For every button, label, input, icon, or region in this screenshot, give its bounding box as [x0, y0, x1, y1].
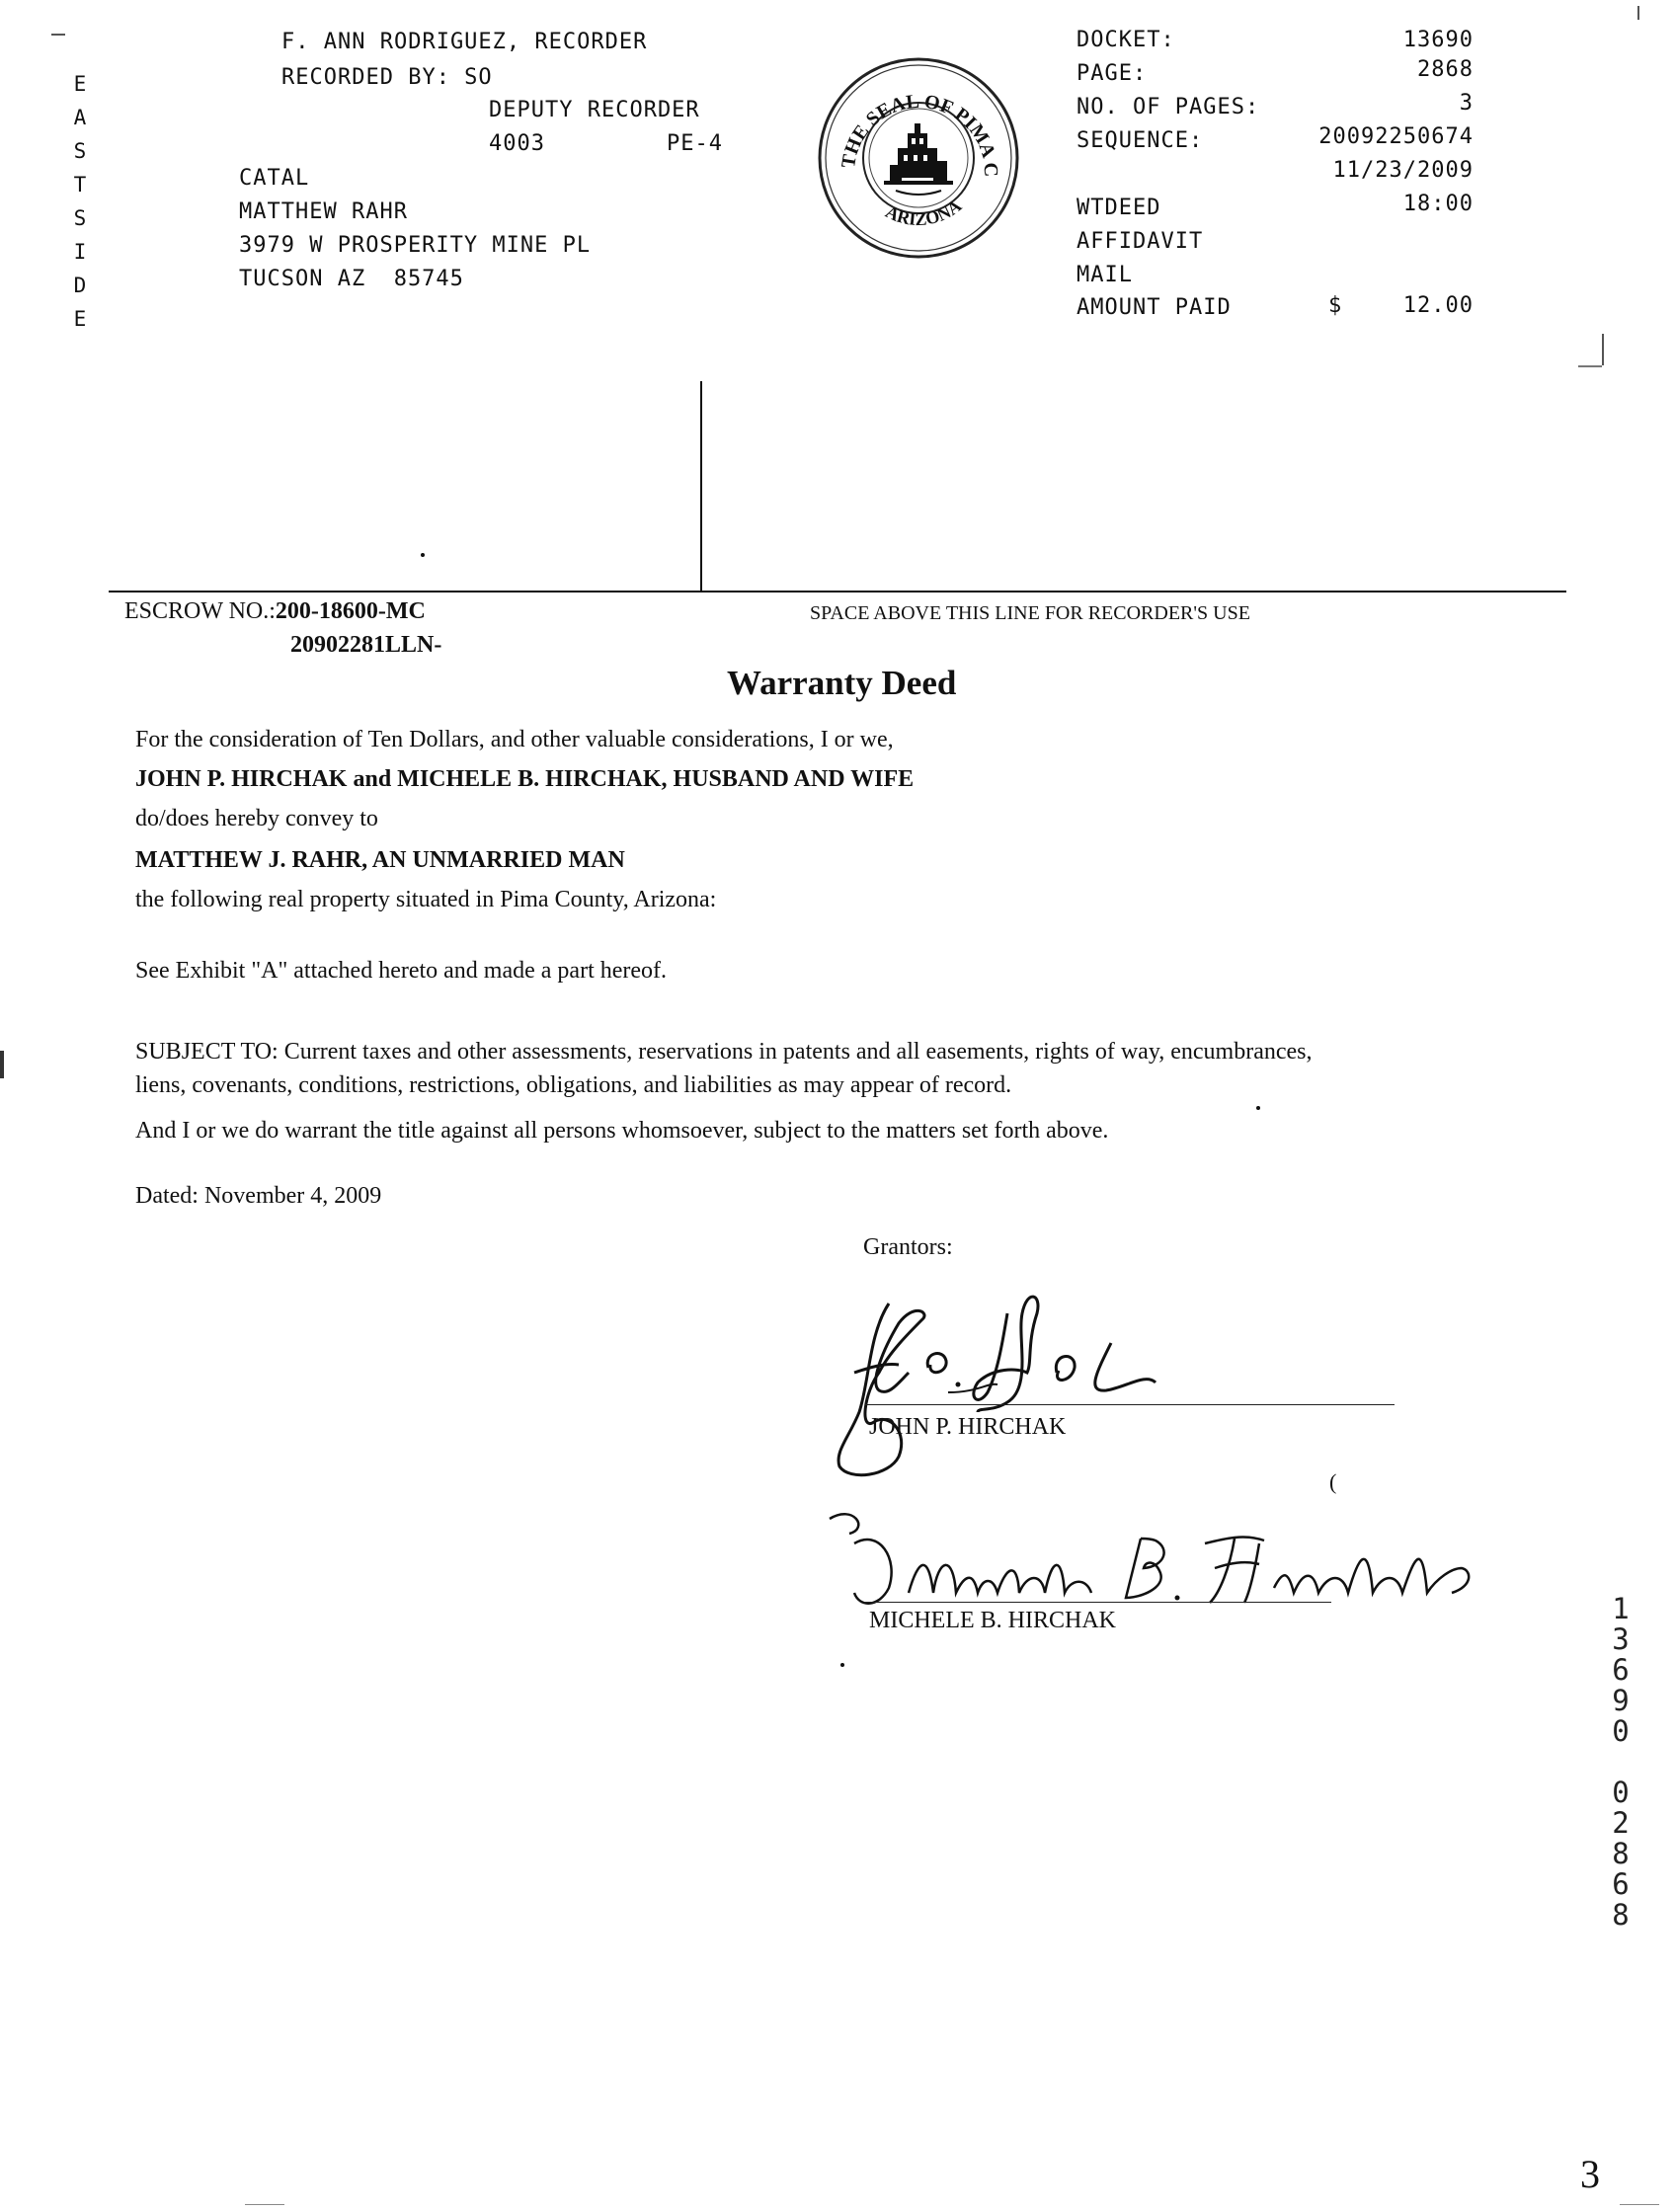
page-label: PAGE:: [1077, 61, 1148, 86]
deed-title: Warranty Deed: [727, 664, 957, 702]
consideration-text: For the consideration of Ten Dollars, and other valuable considerations, I or we,: [135, 727, 894, 752]
svg-text:ARIZONA: [883, 196, 966, 229]
eastside-letter: T: [73, 173, 87, 197]
escrow-second-number: 20902281LLN-: [290, 632, 442, 658]
deputy-recorder: DEPUTY RECORDER: [489, 98, 700, 122]
grantors-label: Grantors:: [863, 1234, 953, 1260]
pages-value: 3: [1459, 91, 1474, 116]
recorded-by: RECORDED BY: SO: [281, 65, 493, 90]
eastside-letter: I: [73, 240, 87, 264]
mail-label: MAIL: [1077, 263, 1133, 287]
margin-bracket-foot: [1578, 365, 1602, 367]
pages-label: NO. OF PAGES:: [1077, 95, 1260, 119]
speck-2: [840, 1663, 844, 1667]
corner-mark: [51, 34, 65, 36]
docket-value: 13690: [1402, 28, 1474, 52]
corner-mark-right: [1637, 6, 1639, 20]
margin-docket-number: [1606, 1594, 1635, 1931]
escrow-label-text: ESCROW NO.:: [124, 598, 276, 624]
margin-digit: 0: [1612, 1776, 1630, 1809]
eastside-vertical-label: [65, 67, 95, 336]
amount-label: AMOUNT PAID: [1077, 295, 1232, 320]
docket-label: DOCKET:: [1077, 28, 1175, 52]
eastside-letter: E: [73, 72, 87, 96]
recorder-name: F. ANN RODRIGUEZ, RECORDER: [281, 30, 648, 54]
eastside-letter: S: [73, 139, 87, 163]
stray-mark: (: [1329, 1469, 1337, 1494]
mail-street: 3979 W PROSPERITY MINE PL: [239, 233, 592, 258]
bottom-tick-left: [245, 2204, 284, 2205]
signature-line-2: [865, 1602, 1331, 1603]
signature-line-1: [865, 1404, 1395, 1405]
margin-bracket: [1602, 334, 1604, 365]
exhibit-text: See Exhibit "A" attached hereto and made a part hereof.: [135, 958, 668, 984]
seal-top-text: THE SEAL OF PIMA C: [838, 90, 1002, 178]
recorder-pe: PE-4: [667, 131, 723, 156]
margin-digit: 0: [1612, 1714, 1630, 1748]
sequence-label: SEQUENCE:: [1077, 128, 1204, 153]
eastside-letter: A: [73, 106, 87, 129]
speck: [421, 553, 425, 557]
record-time: 18:00: [1402, 192, 1474, 216]
margin-digit: 6: [1612, 1867, 1630, 1901]
margin-digit: 8: [1612, 1837, 1630, 1870]
document-type: WTDEED: [1077, 196, 1161, 220]
recorder-space-line: [109, 591, 1566, 592]
margin-digit: 2: [1612, 1806, 1630, 1840]
mail-city: TUCSON AZ 85745: [239, 267, 464, 291]
warranty-text: And I or we do warrant the title against all persons whomsoever, subject to the matters set forth above.: [135, 1118, 1109, 1144]
mail-name: MATTHEW RAHR: [239, 199, 408, 224]
eastside-letter: D: [73, 274, 87, 297]
recorder-space-divider: [700, 381, 702, 592]
margin-digit: [1606, 1747, 1635, 1778]
affidavit-label: AFFIDAVIT: [1077, 229, 1204, 254]
office-code: CATAL: [239, 166, 310, 191]
eastside-letter: S: [73, 206, 87, 230]
margin-digit: 1: [1612, 1592, 1630, 1625]
bottom-tick-right: [1620, 2204, 1659, 2205]
subject-to-line-1: SUBJECT TO: Current taxes and other assessments, reservations in patents and all easements, rights of way, encumbrances,: [135, 1039, 1313, 1065]
eastside-letter: E: [73, 307, 87, 331]
margin-digit: 9: [1612, 1684, 1630, 1717]
recorder-space-note: SPACE ABOVE THIS LINE FOR RECORDER'S USE: [810, 602, 1250, 624]
margin-digit: 6: [1612, 1653, 1630, 1687]
recorder-code: 4003: [489, 131, 545, 156]
page-value: 2868: [1417, 57, 1474, 82]
grantee-name: MATTHEW J. RAHR, AN UNMARRIED MAN: [135, 847, 625, 873]
page-mark: 3: [1580, 2152, 1600, 2196]
escrow-number: 200-18600-MC: [275, 598, 426, 624]
left-edge-tick: [0, 1051, 4, 1078]
signer-1-name: JOHN P. HIRCHAK: [869, 1414, 1067, 1440]
property-text: the following real property situated in Pima County, Arizona:: [135, 887, 717, 912]
grantor-names: JOHN P. HIRCHAK and MICHELE B. HIRCHAK, HUSBAND AND WIFE: [135, 766, 915, 792]
currency-symbol: $: [1328, 293, 1343, 318]
amount-value: 12.00: [1402, 293, 1474, 318]
margin-digit: 8: [1612, 1898, 1630, 1932]
speck-3: [1256, 1106, 1260, 1110]
escrow-label: [124, 598, 426, 625]
dated-text: Dated: November 4, 2009: [135, 1183, 382, 1209]
signer-2-name: MICHELE B. HIRCHAK: [869, 1608, 1116, 1633]
subject-to-line-2: liens, covenants, conditions, restrictions, obligations, and liabilities as may appear of record.: [135, 1072, 1012, 1098]
sequence-value: 20092250674: [1318, 124, 1474, 149]
seal-bottom-text: ARIZONA: [882, 196, 966, 230]
margin-digit: 3: [1612, 1622, 1630, 1656]
record-date: 11/23/2009: [1332, 158, 1474, 183]
signature-john-hirchak: [830, 1274, 1244, 1491]
pima-county-seal: [815, 54, 1022, 262]
convey-text: do/does hereby convey to: [135, 806, 378, 831]
